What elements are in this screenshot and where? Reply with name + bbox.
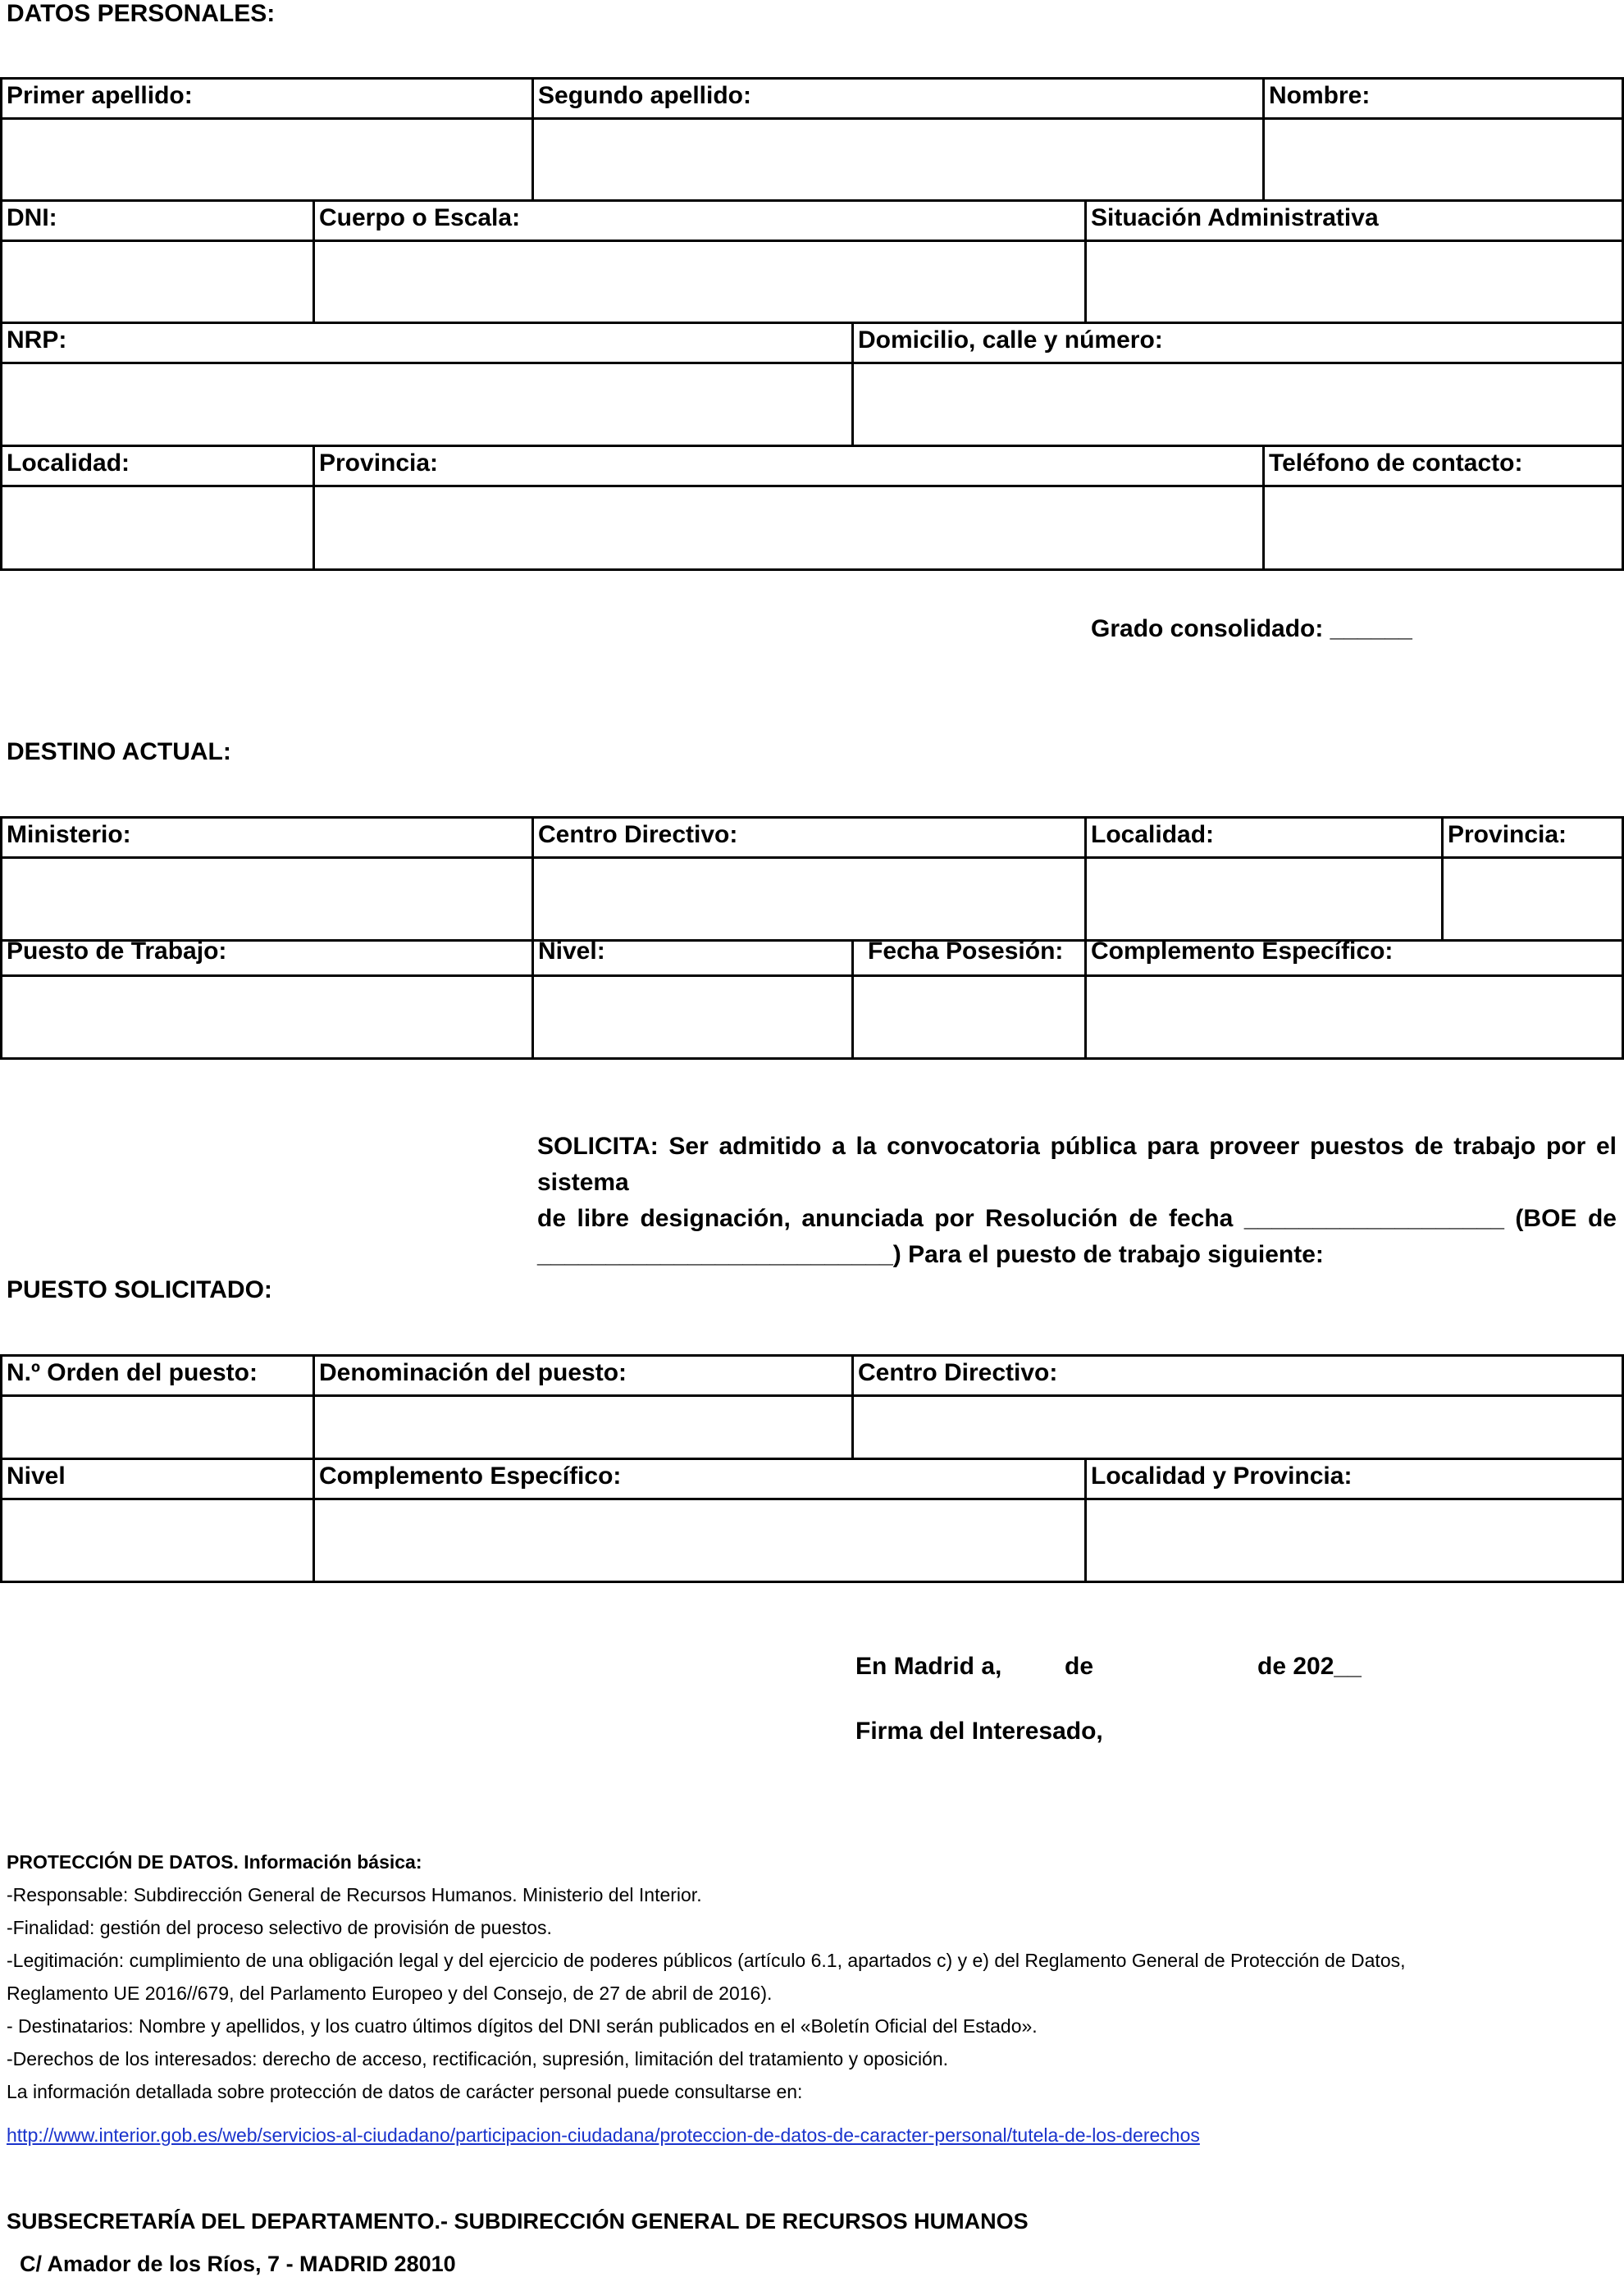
nrp-header bbox=[0, 322, 854, 364]
solicita-line-2: de libre designación, anunciada por Resolución de fecha ___________________ (BOE de bbox=[537, 1205, 1617, 1232]
nombre-field[interactable] bbox=[1262, 117, 1624, 202]
proteccion-datos-section bbox=[7, 1846, 1406, 2108]
puesto-trabajo-label: Puesto de Trabajo: bbox=[7, 938, 227, 965]
provincia-field[interactable] bbox=[312, 485, 1265, 571]
complemento-solicitado-label: Complemento Específico: bbox=[319, 1462, 622, 1490]
complemento-especifico-label: Complemento Específico: bbox=[1091, 938, 1394, 965]
provincia-header bbox=[312, 445, 1265, 487]
denominacion-puesto-label: Denominación del puesto: bbox=[319, 1359, 627, 1386]
solicita-line-3: __________________________) Para el puesto de trabajo siguiente: bbox=[537, 1241, 1324, 1268]
proteccion-legitimacion: -Legitimación: cumplimiento de una obligación legal y del ejercicio de poderes públicos (artículo 6.1, apartados c) y e) del Reglamento General de Protección de Datos, bbox=[7, 1950, 1406, 1971]
fecha-de-1: de bbox=[1065, 1653, 1094, 1680]
proteccion-responsable: -Responsable: Subdirección General de Recursos Humanos. Ministerio del Interior. bbox=[7, 1884, 702, 1905]
ministerio-field[interactable] bbox=[0, 856, 534, 942]
proteccion-title: PROTECCIÓN DE DATOS. Información básica: bbox=[7, 1851, 422, 1873]
orden-puesto-field[interactable] bbox=[0, 1394, 315, 1460]
localidad-field[interactable] bbox=[0, 485, 315, 571]
complemento-especifico-field[interactable] bbox=[1084, 974, 1624, 1060]
nivel-solicitado-field[interactable] bbox=[0, 1498, 315, 1583]
denominacion-puesto-field[interactable] bbox=[312, 1394, 854, 1460]
localidad-destino-field[interactable] bbox=[1084, 856, 1444, 942]
telefono-field[interactable] bbox=[1262, 485, 1624, 571]
situacion-administrativa-label: Situación Administrativa bbox=[1091, 204, 1379, 231]
nivel-solicitado-label: Nivel bbox=[7, 1462, 66, 1490]
centro-directivo-solicitado-field[interactable] bbox=[851, 1394, 1624, 1460]
situacion-administrativa-field[interactable] bbox=[1084, 240, 1624, 324]
destino-actual-title: DESTINO ACTUAL: bbox=[7, 738, 231, 765]
nivel-field[interactable] bbox=[531, 974, 854, 1060]
fecha-posesion-label: Fecha Posesión: bbox=[868, 938, 1064, 965]
footer-direccion: C/ Amador de los Ríos, 7 - MADRID 28010 bbox=[20, 2252, 456, 2276]
provincia-destino-label: Provincia: bbox=[1448, 821, 1567, 848]
primer-apellido-field[interactable] bbox=[0, 117, 534, 202]
solicita-line-1: SOLICITA: Ser admitido a la convocatoria pública para proveer puestos de trabajo por el sistema bbox=[537, 1133, 1617, 1196]
ministerio-label: Ministerio: bbox=[7, 821, 131, 848]
puesto-solicitado-title: PUESTO SOLICITADO: bbox=[7, 1276, 272, 1303]
fecha-de-ano: de 202__ bbox=[1257, 1653, 1362, 1680]
cuerpo-escala-field[interactable] bbox=[312, 240, 1087, 324]
telefono-label: Teléfono de contacto: bbox=[1269, 449, 1523, 477]
dni-field[interactable] bbox=[0, 240, 315, 324]
provincia-label: Provincia: bbox=[319, 449, 439, 477]
firma-interesado: Firma del Interesado, bbox=[855, 1718, 1103, 1745]
nrp-field[interactable] bbox=[0, 362, 854, 447]
nombre-label: Nombre: bbox=[1269, 82, 1371, 109]
localidad-provincia-field[interactable] bbox=[1084, 1498, 1624, 1583]
segundo-apellido-field[interactable] bbox=[531, 117, 1265, 202]
nrp-label: NRP: bbox=[7, 326, 67, 354]
nivel-label: Nivel: bbox=[538, 938, 605, 965]
complemento-solicitado-field[interactable] bbox=[312, 1498, 1087, 1583]
orden-puesto-label: N.º Orden del puesto: bbox=[7, 1359, 258, 1386]
proteccion-link[interactable]: http://www.interior.gob.es/web/servicios-al-ciudadano/participacion-ciudadana/proteccion-de-datos-de-caracter-personal/tutela-de-los-derechos bbox=[7, 2124, 1200, 2146]
cuerpo-escala-label: Cuerpo o Escala: bbox=[319, 204, 521, 231]
proteccion-informacion: La información detallada sobre protección de datos de carácter personal puede consultarse en: bbox=[7, 2081, 803, 2102]
proteccion-reglamento: Reglamento UE 2016//679, del Parlamento Europeo y del Consejo, de 27 de abril de 2016). bbox=[7, 1983, 773, 2004]
puesto-trabajo-field[interactable] bbox=[0, 974, 534, 1060]
footer-subsecretaria: SUBSECRETARÍA DEL DEPARTAMENTO.- SUBDIRECCIÓN GENERAL DE RECURSOS HUMANOS bbox=[7, 2209, 1029, 2234]
fecha-madrid: En Madrid a, bbox=[855, 1653, 1002, 1680]
fecha-posesion-field[interactable] bbox=[851, 974, 1087, 1060]
proteccion-finalidad: -Finalidad: gestión del proceso selectivo de provisión de puestos. bbox=[7, 1917, 552, 1938]
domicilio-field[interactable] bbox=[851, 362, 1624, 447]
proteccion-destinatarios: - Destinatarios: Nombre y apellidos, y los cuatro últimos dígitos del DNI serán publicados en el «Boletín Oficial del Estado». bbox=[7, 2015, 1038, 2037]
centro-directivo-field[interactable] bbox=[531, 856, 1087, 942]
segundo-apellido-label: Segundo apellido: bbox=[538, 82, 751, 109]
grado-consolidado[interactable]: Grado consolidado: ______ bbox=[1091, 615, 1412, 642]
centro-directivo-label: Centro Directivo: bbox=[538, 821, 738, 848]
datos-personales-title: DATOS PERSONALES: bbox=[7, 0, 276, 27]
localidad-provincia-label: Localidad y Provincia: bbox=[1091, 1462, 1353, 1490]
provincia-destino-field[interactable] bbox=[1441, 856, 1624, 942]
solicita-paragraph bbox=[537, 1129, 1617, 1273]
primer-apellido-label: Primer apellido: bbox=[7, 82, 193, 109]
domicilio-label: Domicilio, calle y número: bbox=[858, 326, 1163, 354]
localidad-label: Localidad: bbox=[7, 449, 130, 477]
proteccion-derechos: -Derechos de los interesados: derecho de acceso, rectificación, supresión, limitación del tratamiento y oposición. bbox=[7, 2048, 949, 2069]
dni-label: DNI: bbox=[7, 204, 57, 231]
centro-directivo-solicitado-label: Centro Directivo: bbox=[858, 1359, 1058, 1386]
localidad-destino-label: Localidad: bbox=[1091, 821, 1215, 848]
